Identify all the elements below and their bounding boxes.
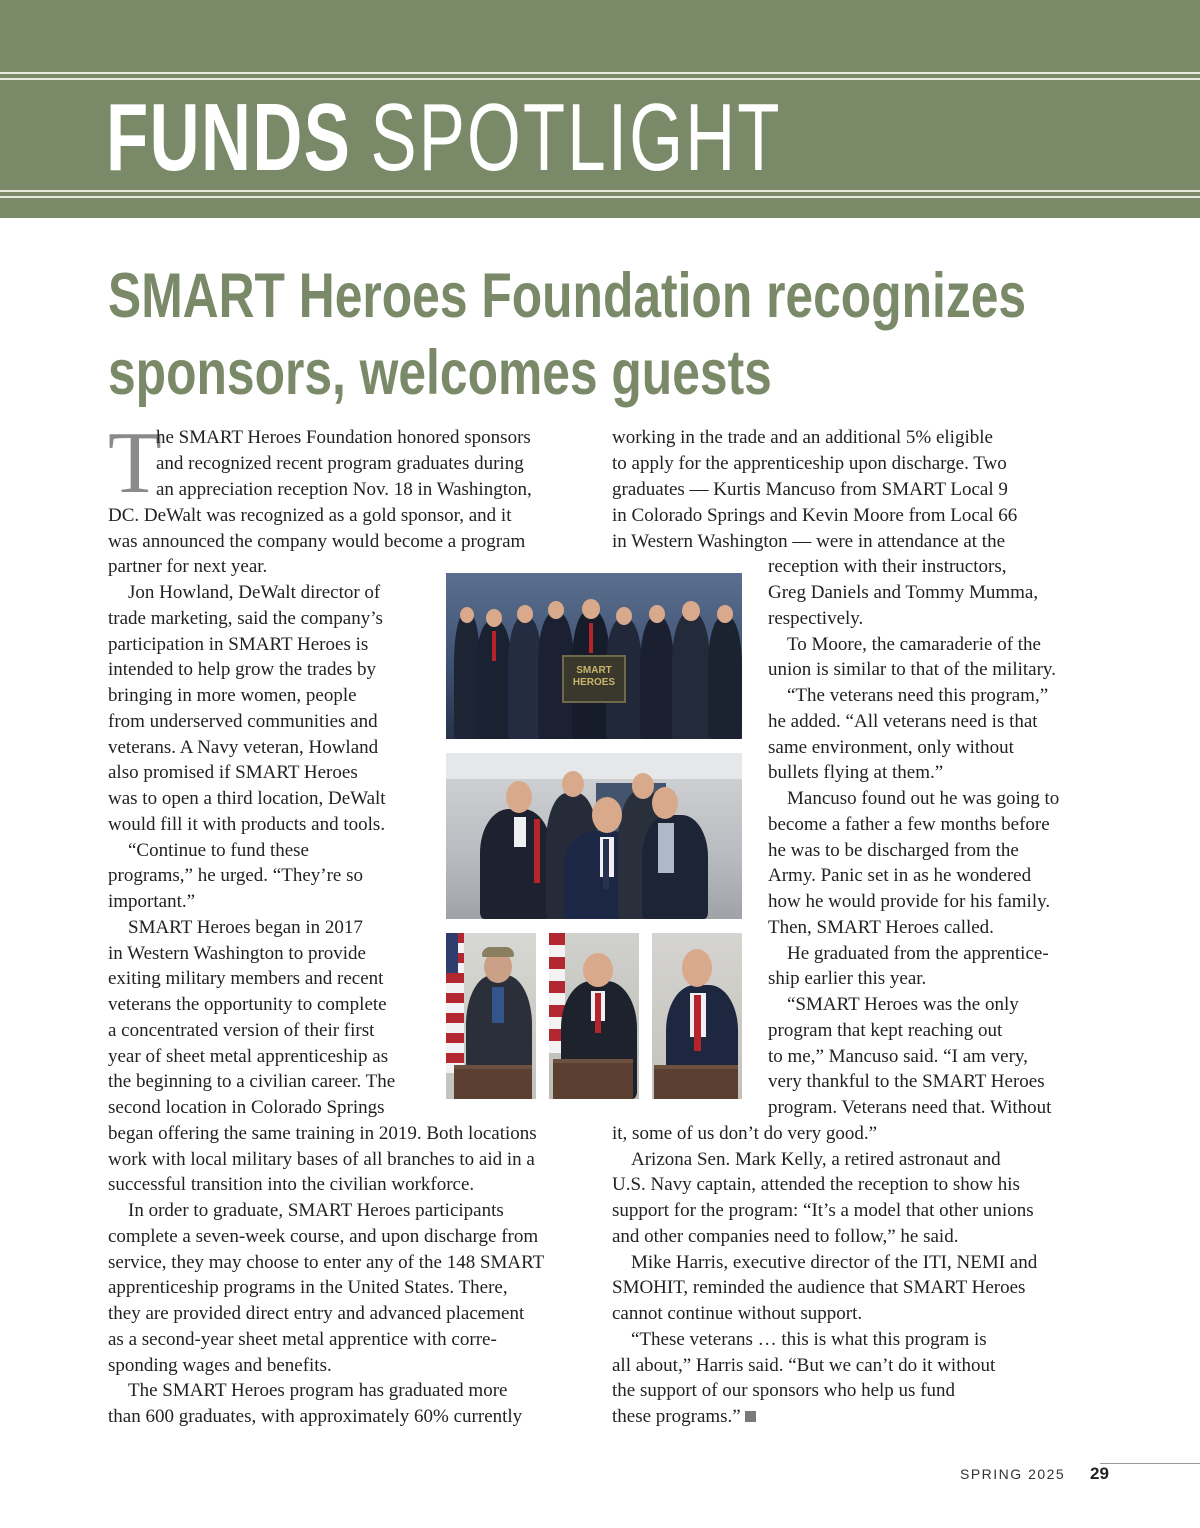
photo-cap [482,947,514,957]
body-line: began offering the same training in 2019. Both locations [108,1123,537,1144]
body-line: Greg Daniels and Tommy Mumma, [768,582,1039,603]
body-line: and other companies need to follow,” he said. [612,1226,959,1247]
photo-tie [534,819,540,883]
body-line: SMART Heroes began in 2017 [128,917,363,938]
body-line: support for the program: “It’s a model that other unions [612,1200,1034,1221]
photo-person [672,613,710,739]
podium [454,1065,532,1099]
body-line: working in the trade and an additional 5% eligible [612,427,993,448]
photo-person [508,617,542,739]
body-line: a concentrated version of their first [108,1020,375,1041]
section-title-bold: FUNDS [106,84,352,191]
photo-face [506,781,532,813]
photo-shirt [514,817,526,847]
photo-tie [694,995,701,1051]
issue-label: SPRING 2025 [960,1466,1066,1482]
photo-face [652,787,678,819]
photo-face [548,601,564,619]
body-line: in Western Washington — were in attendance at the [612,531,1006,552]
body-line: complete a seven-week course, and upon discharge from [108,1226,539,1247]
body-line: union is similar to that of the military. [768,659,1056,680]
body-line: as a second-year sheet metal apprentice with corre- [108,1329,497,1350]
plaque-line: SMART [576,665,612,676]
body-line: Mike Harris, executive director of the ITI, NEMI and [631,1252,1038,1273]
body-line: Mancuso found out he was going to [787,788,1060,809]
body-line: In order to graduate, SMART Heroes participants [128,1200,504,1221]
body-line-text: these programs.” [612,1406,741,1427]
photo-person [640,617,674,739]
body-line: and recognized recent program graduates during [156,453,524,474]
body-line: SMOHIT, reminded the audience that SMART Heroes [612,1277,1026,1298]
podium [553,1059,633,1099]
photo-ceiling [446,753,742,779]
body-line: the beginning to a civilian career. The [108,1071,396,1092]
group-photo [446,573,742,739]
body-line: work with local military bases of all branches to aid in a [108,1149,535,1170]
body-line: same environment, only without [768,737,1014,758]
body-line: To Moore, the camaraderie of the [787,634,1041,655]
body-line: Arizona Sen. Mark Kelly, a retired astronaut and [631,1149,1001,1170]
photo-face [562,771,584,797]
body-line: veterans. A Navy veteran, Howland [108,737,379,758]
photo-tie [603,839,609,889]
smart-heroes-plaque [562,655,626,703]
body-line: service, they may choose to enter any of the 148 SMART [108,1252,545,1273]
body-line: program. Veterans need that. Without [768,1097,1052,1118]
body-line: he added. “All veterans need is that [768,711,1038,732]
body-line: “The veterans need this program,” [787,685,1049,706]
plaque-line: HEROES [572,677,616,688]
body-line: he SMART Heroes Foundation honored sponsors [156,427,531,448]
body-line: an appreciation reception Nov. 18 in Washington, [156,479,532,500]
body-line: in Colorado Springs and Kevin Moore from Local 66 [612,505,1018,526]
speaker-photo-1 [446,933,536,1099]
photo-person [708,617,742,739]
body-line: to me,” Mancuso said. “I am very, [768,1046,1028,1067]
podium [654,1065,738,1099]
body-line: was to open a third location, DeWalt [108,788,386,809]
section-header-band [0,0,1200,218]
body-line: program that kept reaching out [768,1020,1003,1041]
photo-tie [595,993,601,1033]
headline-line: sponsors, welcomes guests [108,338,772,408]
speaker-photo-2 [549,933,639,1099]
body-line: apprenticeship programs in the United States. There, [108,1277,508,1298]
photo-face [582,599,600,619]
body-line: than 600 graduates, with approximately 60% currently [108,1406,523,1427]
body-line: it, some of us don’t do very good.” [612,1123,878,1144]
body-line: He graduated from the apprentice- [787,943,1049,964]
flag-canton [446,933,458,973]
photo-person [642,815,708,919]
body-line: also promised if SMART Heroes [108,762,358,783]
body-line: The SMART Heroes program has graduated more [128,1380,508,1401]
body-line: Army. Panic set in as he wondered [768,865,1032,886]
body-line: all about,” Harris said. “But we can’t do it without [612,1355,996,1376]
body-line: he was to be discharged from the [768,840,1019,861]
drop-cap: T [108,415,162,512]
body-line: the support of our sponsors who help us fund [612,1380,956,1401]
body-line: second location in Colorado Springs [108,1097,385,1118]
body-line: bringing in more women, people [108,685,357,706]
body-line: year of sheet metal apprenticeship as [108,1046,389,1067]
body-line: “SMART Heroes was the only [787,994,1019,1015]
photo-face [649,605,665,623]
headline-line: SMART Heroes Foundation recognizes [108,261,1027,331]
header-rule [0,72,1200,74]
photo-face [632,773,654,799]
header-rule [0,78,1200,80]
body-line: they are provided direct entry and advanced placement [108,1303,525,1324]
body-line: veterans the opportunity to complete [108,994,387,1015]
footer-rule [1100,1463,1200,1464]
photo-face [717,605,733,623]
body-line: in Western Washington to provide [108,943,366,964]
article-headline [108,258,1135,412]
body-line [612,1405,756,1429]
photo-face [682,601,700,621]
photo-face [682,949,712,987]
photo-face [616,607,632,625]
photo-face [592,797,622,833]
body-line: reception with their instructors, [768,556,1007,577]
body-line: participation in SMART Heroes is [108,634,369,655]
body-line: how he would provide for his family. [768,891,1051,912]
end-of-article-mark [745,1411,756,1422]
body-line: U.S. Navy captain, attended the reception to show his [612,1174,1020,1195]
body-line: respectively. [768,608,864,629]
body-line: from underserved communities and [108,711,378,732]
body-line: graduates — Kurtis Mancuso from SMART Local 9 [612,479,1008,500]
body-line: “Continue to fund these [128,840,309,861]
photo-tie [589,623,593,653]
photo-tie [492,631,496,661]
body-line: exiting military members and recent [108,968,384,989]
section-title-light: SPOTLIGHT [370,84,782,191]
body-line: successful transition into the civilian workforce. [108,1174,475,1195]
body-line: to apply for the apprenticeship upon discharge. Two [612,453,1007,474]
speaker-photo-3 [652,933,742,1099]
section-title [106,86,782,190]
photo-face [460,607,474,623]
body-line: Then, SMART Heroes called. [768,917,994,938]
body-line: important.” [108,891,196,912]
body-line: “These veterans … this is what this program is [631,1329,987,1350]
body-line: intended to help grow the trades by [108,659,377,680]
photo-face [517,605,533,623]
photo-face [583,953,613,987]
body-line: sponding wages and benefits. [108,1355,332,1376]
body-line: cannot continue without support. [612,1303,863,1324]
body-line: would fill it with products and tools. [108,814,386,835]
page-number: 29 [1090,1464,1109,1483]
body-line: trade marketing, said the company’s [108,608,383,629]
body-line: become a father a few months before [768,814,1050,835]
body-line: ship earlier this year. [768,968,927,989]
body-line: programs,” he urged. “They’re so [108,865,363,886]
body-line: Jon Howland, DeWalt director of [128,582,381,603]
body-line: was announced the company would become a program [108,531,526,552]
photo-face [486,609,502,627]
photo-shirt [658,823,674,873]
header-rule [0,196,1200,198]
body-line: DC. DeWalt was recognized as a gold sponsor, and it [108,505,512,526]
photo-shirt [492,987,504,1023]
body-line: very thankful to the SMART Heroes [768,1071,1045,1092]
guests-photo [446,753,742,919]
body-line: bullets flying at them.” [768,762,944,783]
body-line: partner for next year. [108,556,268,577]
